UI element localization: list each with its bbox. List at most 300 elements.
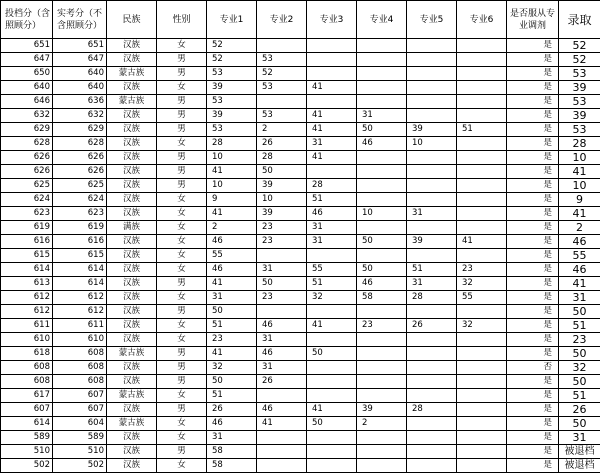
result-cell: 50 <box>559 305 600 319</box>
ethnicity-cell: 汉族 <box>107 445 157 459</box>
ethnicity-cell: 汉族 <box>107 277 157 291</box>
actual-score-cell: 616 <box>53 235 107 249</box>
major1-cell: 41 <box>207 165 257 179</box>
adjust-cell: 是 <box>507 319 559 333</box>
major4-cell <box>357 347 407 361</box>
score-cell: 612 <box>1 291 53 305</box>
major5-cell: 26 <box>407 319 457 333</box>
actual-score-cell: 626 <box>53 165 107 179</box>
major6-cell <box>457 67 507 81</box>
major4-cell: 50 <box>357 123 407 137</box>
score-cell: 619 <box>1 221 53 235</box>
major1-cell: 41 <box>207 277 257 291</box>
major2-cell: 26 <box>257 375 307 389</box>
major4-cell <box>357 389 407 403</box>
major5-cell: 31 <box>407 277 457 291</box>
actual-score-cell: 608 <box>53 347 107 361</box>
result-cell: 46 <box>559 235 600 249</box>
major6-cell <box>457 39 507 53</box>
gender-cell: 女 <box>157 207 207 221</box>
gender-cell: 女 <box>157 39 207 53</box>
major3-cell: 51 <box>307 193 357 207</box>
ethnicity-cell: 汉族 <box>107 361 157 375</box>
major5-cell <box>407 67 457 81</box>
major5-cell <box>407 221 457 235</box>
major2-cell <box>257 431 307 445</box>
major1-cell: 46 <box>207 235 257 249</box>
ethnicity-cell: 汉族 <box>107 81 157 95</box>
actual-score-cell: 607 <box>53 403 107 417</box>
result-cell: 41 <box>559 277 600 291</box>
major1-cell: 52 <box>207 39 257 53</box>
major6-cell: 23 <box>457 263 507 277</box>
major2-cell: 46 <box>257 319 307 333</box>
table-row <box>1 193 600 207</box>
major2-cell: 10 <box>257 193 307 207</box>
adjust-cell: 是 <box>507 151 559 165</box>
major4-cell <box>357 95 407 109</box>
score-cell: 608 <box>1 361 53 375</box>
major2-cell: 23 <box>257 221 307 235</box>
result-cell: 41 <box>559 165 600 179</box>
major4-cell <box>357 165 407 179</box>
gender-cell: 男 <box>157 361 207 375</box>
major6-cell <box>457 249 507 263</box>
score-cell: 626 <box>1 151 53 165</box>
score-cell: 615 <box>1 249 53 263</box>
major3-cell: 50 <box>307 417 357 431</box>
major6-cell <box>457 389 507 403</box>
gender-cell: 女 <box>157 221 207 235</box>
major1-cell: 46 <box>207 263 257 277</box>
ethnicity-cell: 汉族 <box>107 137 157 151</box>
adjust-cell: 是 <box>507 375 559 389</box>
gender-cell: 女 <box>157 81 207 95</box>
score-cell: 616 <box>1 235 53 249</box>
major1-cell: 51 <box>207 389 257 403</box>
major1-cell: 31 <box>207 291 257 305</box>
score-cell: 628 <box>1 137 53 151</box>
major2-cell: 31 <box>257 263 307 277</box>
adjust-cell: 是 <box>507 431 559 445</box>
table-row <box>1 67 600 81</box>
major5-cell <box>407 193 457 207</box>
adjust-cell: 是 <box>507 417 559 431</box>
adjust-cell: 否 <box>507 361 559 375</box>
result-cell: 被退档 <box>559 459 600 473</box>
result-cell: 39 <box>559 109 600 123</box>
major6-cell <box>457 151 507 165</box>
result-cell: 23 <box>559 333 600 347</box>
table-row <box>1 445 600 459</box>
gender-cell: 男 <box>157 179 207 193</box>
result-cell: 28 <box>559 137 600 151</box>
actual-score-cell: 640 <box>53 67 107 81</box>
major6-cell <box>457 193 507 207</box>
result-cell: 51 <box>559 389 600 403</box>
major3-cell: 41 <box>307 81 357 95</box>
table-row <box>1 207 600 221</box>
major5-cell <box>407 333 457 347</box>
major5-cell <box>407 249 457 263</box>
adjust-cell: 是 <box>507 235 559 249</box>
major4-cell <box>357 431 407 445</box>
table-row <box>1 305 600 319</box>
adjust-cell: 是 <box>507 445 559 459</box>
gender-cell: 男 <box>157 305 207 319</box>
major3-cell: 31 <box>307 235 357 249</box>
result-cell: 50 <box>559 417 600 431</box>
actual-score-cell: 611 <box>53 319 107 333</box>
major3-cell <box>307 431 357 445</box>
gender-cell: 女 <box>157 389 207 403</box>
table-row <box>1 137 600 151</box>
actual-score-cell: 624 <box>53 193 107 207</box>
header-cell: 专业3 <box>307 1 357 39</box>
gender-cell: 男 <box>157 375 207 389</box>
result-cell: 2 <box>559 221 600 235</box>
major5-cell <box>407 445 457 459</box>
gender-cell: 女 <box>157 235 207 249</box>
major3-cell: 41 <box>307 403 357 417</box>
adjust-cell: 是 <box>507 459 559 473</box>
gender-cell: 男 <box>157 347 207 361</box>
major6-cell <box>457 417 507 431</box>
major6-cell: 51 <box>457 123 507 137</box>
header-cell: 是否服从专业调剂 <box>507 1 559 39</box>
score-cell: 625 <box>1 179 53 193</box>
major4-cell: 46 <box>357 137 407 151</box>
major3-cell: 32 <box>307 291 357 305</box>
major3-cell: 31 <box>307 137 357 151</box>
major3-cell: 41 <box>307 151 357 165</box>
major6-cell <box>457 137 507 151</box>
adjust-cell: 是 <box>507 193 559 207</box>
result-cell: 51 <box>559 319 600 333</box>
gender-cell: 男 <box>157 95 207 109</box>
header-cell: 投档分（含照顾分） <box>1 1 53 39</box>
major3-cell: 41 <box>307 109 357 123</box>
actual-score-cell: 604 <box>53 417 107 431</box>
score-cell: 613 <box>1 277 53 291</box>
major1-cell: 41 <box>207 347 257 361</box>
major2-cell <box>257 39 307 53</box>
score-cell: 617 <box>1 389 53 403</box>
adjust-cell: 是 <box>507 81 559 95</box>
table-row <box>1 81 600 95</box>
major4-cell: 46 <box>357 277 407 291</box>
result-cell: 41 <box>559 207 600 221</box>
major3-cell <box>307 305 357 319</box>
score-cell: 647 <box>1 53 53 67</box>
result-cell: 10 <box>559 151 600 165</box>
major1-cell: 23 <box>207 333 257 347</box>
header-cell: 专业4 <box>357 1 407 39</box>
gender-cell: 女 <box>157 333 207 347</box>
major4-cell: 50 <box>357 235 407 249</box>
major5-cell <box>407 361 457 375</box>
major6-cell <box>457 179 507 193</box>
gender-cell: 男 <box>157 165 207 179</box>
adjust-cell: 是 <box>507 249 559 263</box>
result-cell: 26 <box>559 403 600 417</box>
major2-cell: 53 <box>257 53 307 67</box>
table-row <box>1 361 600 375</box>
major6-cell: 32 <box>457 277 507 291</box>
major4-cell <box>357 81 407 95</box>
major4-cell: 23 <box>357 319 407 333</box>
actual-score-cell: 589 <box>53 431 107 445</box>
major5-cell <box>407 417 457 431</box>
major3-cell <box>307 249 357 263</box>
gender-cell: 女 <box>157 291 207 305</box>
major3-cell: 41 <box>307 123 357 137</box>
gender-cell: 男 <box>157 53 207 67</box>
adjust-cell: 是 <box>507 137 559 151</box>
table-row <box>1 165 600 179</box>
score-cell: 640 <box>1 81 53 95</box>
actual-score-cell: 647 <box>53 53 107 67</box>
major5-cell <box>407 305 457 319</box>
major1-cell: 2 <box>207 221 257 235</box>
major6-cell <box>457 165 507 179</box>
major6-cell <box>457 305 507 319</box>
major2-cell: 50 <box>257 165 307 179</box>
major6-cell: 32 <box>457 319 507 333</box>
major6-cell <box>457 333 507 347</box>
ethnicity-cell: 汉族 <box>107 193 157 207</box>
score-cell: 624 <box>1 193 53 207</box>
gender-cell: 男 <box>157 277 207 291</box>
gender-cell: 女 <box>157 193 207 207</box>
major1-cell: 55 <box>207 249 257 263</box>
score-cell: 646 <box>1 95 53 109</box>
major6-cell: 41 <box>457 235 507 249</box>
major2-cell: 41 <box>257 417 307 431</box>
table-row <box>1 431 600 445</box>
major2-cell: 53 <box>257 109 307 123</box>
major1-cell: 58 <box>207 459 257 473</box>
major4-cell: 2 <box>357 417 407 431</box>
major5-cell <box>407 459 457 473</box>
major6-cell <box>457 459 507 473</box>
major1-cell: 9 <box>207 193 257 207</box>
actual-score-cell: 632 <box>53 109 107 123</box>
actual-score-cell: 626 <box>53 151 107 165</box>
actual-score-cell: 502 <box>53 459 107 473</box>
major2-cell: 46 <box>257 347 307 361</box>
ethnicity-cell: 蒙古族 <box>107 347 157 361</box>
table-row <box>1 347 600 361</box>
major5-cell: 39 <box>407 123 457 137</box>
table-row <box>1 459 600 473</box>
ethnicity-cell: 汉族 <box>107 53 157 67</box>
major1-cell: 31 <box>207 431 257 445</box>
header-cell: 录取 <box>559 1 600 39</box>
table-row <box>1 53 600 67</box>
score-cell: 610 <box>1 333 53 347</box>
result-cell: 52 <box>559 53 600 67</box>
ethnicity-cell: 汉族 <box>107 291 157 305</box>
major5-cell <box>407 179 457 193</box>
table-row <box>1 179 600 193</box>
actual-score-cell: 640 <box>53 81 107 95</box>
score-cell: 650 <box>1 67 53 81</box>
table-row <box>1 109 600 123</box>
score-cell: 589 <box>1 431 53 445</box>
major3-cell <box>307 53 357 67</box>
major2-cell: 31 <box>257 333 307 347</box>
table-row <box>1 403 600 417</box>
major2-cell <box>257 95 307 109</box>
score-cell: 614 <box>1 417 53 431</box>
major4-cell <box>357 333 407 347</box>
major4-cell: 39 <box>357 403 407 417</box>
table-row <box>1 333 600 347</box>
major1-cell: 51 <box>207 319 257 333</box>
ethnicity-cell: 汉族 <box>107 109 157 123</box>
result-cell: 31 <box>559 291 600 305</box>
actual-score-cell: 614 <box>53 263 107 277</box>
major5-cell <box>407 109 457 123</box>
major1-cell: 39 <box>207 81 257 95</box>
result-cell: 52 <box>559 39 600 53</box>
actual-score-cell: 607 <box>53 389 107 403</box>
major5-cell <box>407 347 457 361</box>
header-cell: 实考分（不含照顾分） <box>53 1 107 39</box>
major5-cell: 28 <box>407 403 457 417</box>
header-cell: 专业6 <box>457 1 507 39</box>
major3-cell <box>307 333 357 347</box>
major1-cell: 58 <box>207 445 257 459</box>
major6-cell <box>457 95 507 109</box>
ethnicity-cell: 汉族 <box>107 431 157 445</box>
major6-cell <box>457 221 507 235</box>
major4-cell: 10 <box>357 207 407 221</box>
result-cell: 55 <box>559 249 600 263</box>
major6-cell <box>457 445 507 459</box>
major2-cell <box>257 305 307 319</box>
major4-cell <box>357 459 407 473</box>
gender-cell: 男 <box>157 67 207 81</box>
major5-cell: 28 <box>407 291 457 305</box>
major3-cell: 55 <box>307 263 357 277</box>
adjust-cell: 是 <box>507 67 559 81</box>
actual-score-cell: 610 <box>53 333 107 347</box>
actual-score-cell: 625 <box>53 179 107 193</box>
major6-cell <box>457 361 507 375</box>
major3-cell <box>307 39 357 53</box>
header-cell: 专业1 <box>207 1 257 39</box>
score-cell: 612 <box>1 305 53 319</box>
ethnicity-cell: 蒙古族 <box>107 67 157 81</box>
ethnicity-cell: 蒙古族 <box>107 417 157 431</box>
major4-cell <box>357 39 407 53</box>
score-cell: 614 <box>1 263 53 277</box>
major6-cell <box>457 53 507 67</box>
major4-cell <box>357 361 407 375</box>
gender-cell: 男 <box>157 403 207 417</box>
major1-cell: 52 <box>207 53 257 67</box>
major6-cell: 55 <box>457 291 507 305</box>
major4-cell <box>357 221 407 235</box>
major5-cell <box>407 95 457 109</box>
score-cell: 611 <box>1 319 53 333</box>
adjust-cell: 是 <box>507 221 559 235</box>
score-cell: 623 <box>1 207 53 221</box>
major6-cell <box>457 347 507 361</box>
adjust-cell: 是 <box>507 291 559 305</box>
major3-cell: 41 <box>307 319 357 333</box>
actual-score-cell: 636 <box>53 95 107 109</box>
table-row <box>1 249 600 263</box>
ethnicity-cell: 蒙古族 <box>107 389 157 403</box>
adjust-cell: 是 <box>507 165 559 179</box>
result-cell: 50 <box>559 347 600 361</box>
adjust-cell: 是 <box>507 179 559 193</box>
actual-score-cell: 608 <box>53 375 107 389</box>
ethnicity-cell: 蒙古族 <box>107 95 157 109</box>
score-cell: 608 <box>1 375 53 389</box>
score-cell: 510 <box>1 445 53 459</box>
major3-cell <box>307 361 357 375</box>
score-cell: 607 <box>1 403 53 417</box>
major3-cell <box>307 459 357 473</box>
score-cell: 618 <box>1 347 53 361</box>
major2-cell: 26 <box>257 137 307 151</box>
actual-score-cell: 619 <box>53 221 107 235</box>
major1-cell: 39 <box>207 109 257 123</box>
adjust-cell: 是 <box>507 333 559 347</box>
ethnicity-cell: 汉族 <box>107 333 157 347</box>
adjust-cell: 是 <box>507 389 559 403</box>
ethnicity-cell: 汉族 <box>107 403 157 417</box>
major1-cell: 46 <box>207 417 257 431</box>
actual-score-cell: 608 <box>53 361 107 375</box>
actual-score-cell: 614 <box>53 277 107 291</box>
major5-cell <box>407 375 457 389</box>
ethnicity-cell: 满族 <box>107 221 157 235</box>
major4-cell: 58 <box>357 291 407 305</box>
major6-cell <box>457 207 507 221</box>
major3-cell: 46 <box>307 207 357 221</box>
table-row <box>1 95 600 109</box>
gender-cell: 女 <box>157 319 207 333</box>
ethnicity-cell: 汉族 <box>107 39 157 53</box>
major4-cell <box>357 179 407 193</box>
major5-cell <box>407 39 457 53</box>
ethnicity-cell: 汉族 <box>107 305 157 319</box>
major6-cell <box>457 431 507 445</box>
major1-cell: 10 <box>207 179 257 193</box>
actual-score-cell: 628 <box>53 137 107 151</box>
major5-cell <box>407 53 457 67</box>
result-cell: 10 <box>559 179 600 193</box>
result-cell: 53 <box>559 67 600 81</box>
gender-cell: 女 <box>157 263 207 277</box>
major2-cell: 31 <box>257 361 307 375</box>
ethnicity-cell: 汉族 <box>107 179 157 193</box>
table-row <box>1 375 600 389</box>
result-cell: 46 <box>559 263 600 277</box>
major2-cell: 53 <box>257 81 307 95</box>
major4-cell <box>357 375 407 389</box>
major2-cell: 28 <box>257 151 307 165</box>
major1-cell: 50 <box>207 305 257 319</box>
gender-cell: 男 <box>157 109 207 123</box>
major6-cell <box>457 109 507 123</box>
major3-cell <box>307 95 357 109</box>
